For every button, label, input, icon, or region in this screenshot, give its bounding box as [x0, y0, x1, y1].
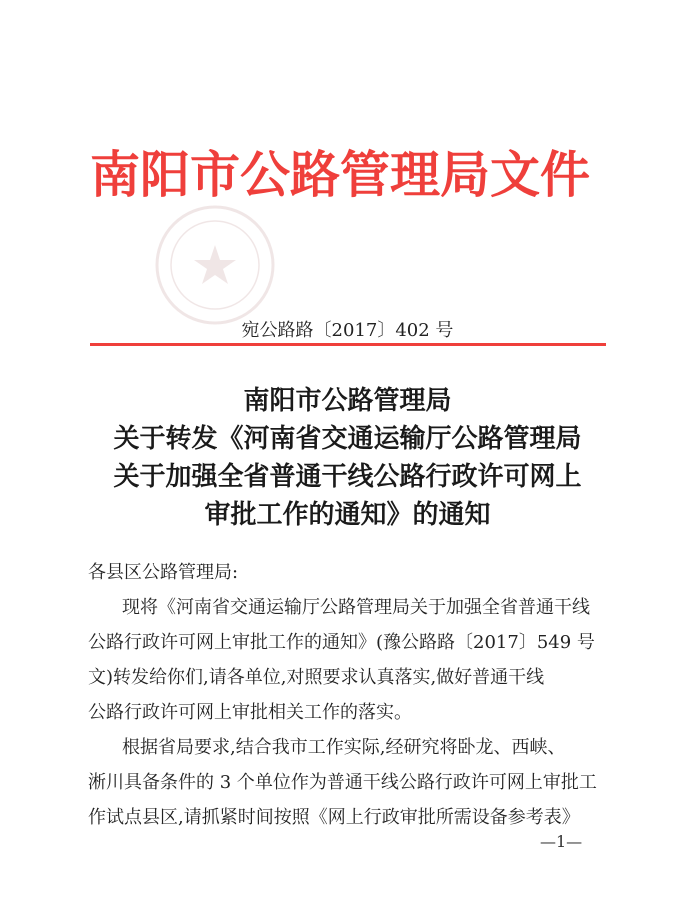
notice-body [88, 555, 618, 835]
paragraph-2-line: 淅川具备条件的 3 个单位作为普通干线公路行政许可网上审批工 [88, 772, 597, 793]
page-number: —1— [540, 832, 583, 851]
title-line: 关于加强全省普通干线公路行政许可网上 [113, 462, 582, 492]
paragraph-2-line: 根据省局要求,结合我市工作实际,经研究将卧龙、西峡、 [122, 737, 566, 758]
title-line: 关于转发《河南省交通运输厅公路管理局 [113, 424, 582, 454]
agency-header-title: 南阳市公路管理局文件 [90, 146, 590, 204]
header-divider [90, 343, 606, 346]
paragraph-1-line: 公路行政许可网上审批相关工作的落实。 [88, 702, 412, 723]
paragraph-1-line: 公路行政许可网上审批工作的通知》(豫公路路〔2017〕549 号 [88, 632, 595, 653]
document-number: 宛公路路〔2017〕402 号 [241, 320, 454, 341]
title-line: 审批工作的通知》的通知 [204, 500, 491, 530]
paragraph-1-line: 现将《河南省交通运输厅公路管理局关于加强全省普通干线 [122, 597, 590, 618]
title-line: 南阳市公路管理局 [243, 386, 452, 416]
paragraph-1-line: 文)转发给你们,请各单位,对照要求认真落实,做好普通干线 [88, 667, 545, 688]
paragraph-2-line: 作试点县区,请抓紧时间按照《网上行政审批所需设备参考表》 [88, 807, 580, 828]
salutation: 各县区公路管理局: [88, 562, 239, 583]
official-seal-icon [150, 200, 280, 330]
notice-title [60, 382, 635, 534]
